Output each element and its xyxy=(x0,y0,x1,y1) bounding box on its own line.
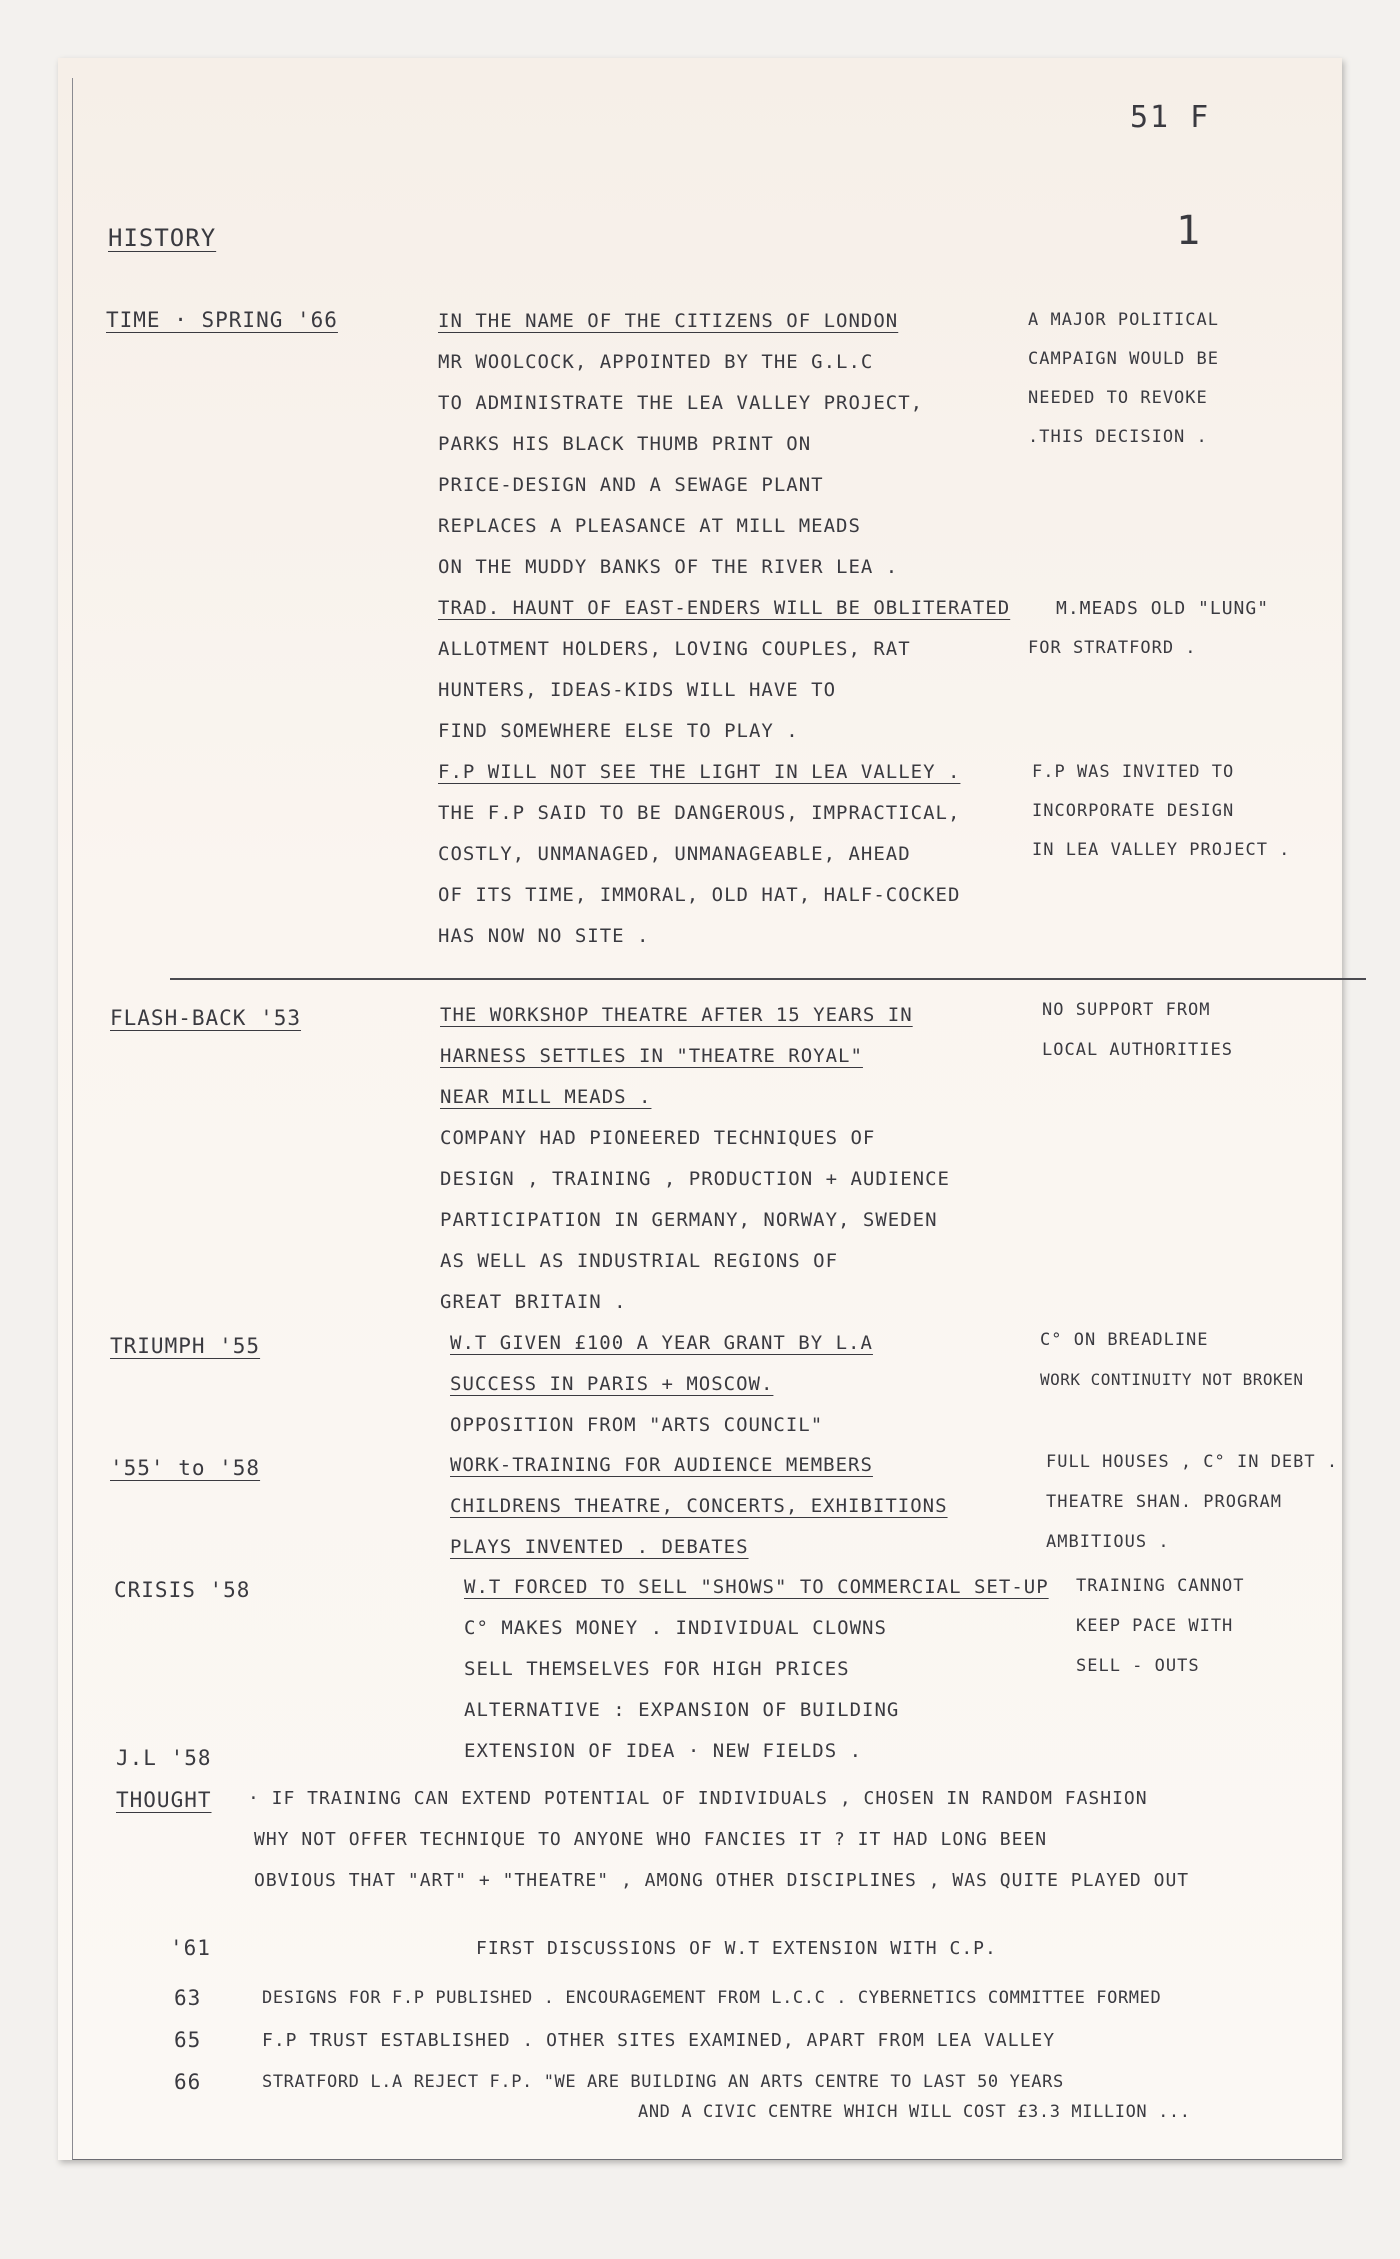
margin-note: THEATRE SHAN. PROGRAM xyxy=(1046,1492,1282,1512)
text-line: HUNTERS, IDEAS-KIDS WILL HAVE TO xyxy=(438,679,837,701)
text-line: THE F.P SAID TO BE DANGEROUS, IMPRACTICAL, xyxy=(438,802,961,824)
margin-note: A MAJOR POLITICAL xyxy=(1028,310,1219,330)
text-line: EXTENSION OF IDEA · NEW FIELDS . xyxy=(464,1740,863,1762)
margin-note: NO SUPPORT FROM xyxy=(1042,1000,1211,1020)
text-line: PARKS HIS BLACK THUMB PRINT ON xyxy=(438,433,812,455)
margin-note: SELL - OUTS xyxy=(1076,1656,1200,1676)
text-line: PARTICIPATION IN GERMANY, NORWAY, SWEDEN xyxy=(440,1209,938,1231)
text-line: NEAR MILL MEADS . xyxy=(440,1086,652,1108)
timeline-year: 63 xyxy=(174,1986,202,2010)
text-line: SUCCESS IN PARIS + MOSCOW. xyxy=(450,1373,774,1395)
thought-label: THOUGHT xyxy=(116,1788,212,1812)
margin-note: FULL HOUSES , C° IN DEBT . xyxy=(1046,1452,1339,1472)
timeline-entry: STRATFORD L.A REJECT F.P. "WE ARE BUILDING AN ARTS CENTRE TO LAST 50 YEARS xyxy=(262,2072,1064,2092)
text-line: COSTLY, UNMANAGED, UNMANAGEABLE, AHEAD xyxy=(438,843,911,865)
text-line: TRAD. HAUNT OF EAST-ENDERS WILL BE OBLITERATED xyxy=(438,597,1011,619)
timeline-entry: FIRST DISCUSSIONS OF W.T EXTENSION WITH C.P. xyxy=(476,1938,997,1959)
text-line: COMPANY HAD PIONEERED TECHNIQUES OF xyxy=(440,1127,876,1149)
timeline-year: '61 xyxy=(170,1936,211,1960)
margin-note: KEEP PACE WITH xyxy=(1076,1616,1234,1636)
text-line: HAS NOW NO SITE . xyxy=(438,925,650,947)
section-label-55-58: '55' to '58 xyxy=(110,1456,261,1480)
text-line: OF ITS TIME, IMMORAL, OLD HAT, HALF-COCKED xyxy=(438,884,961,906)
timeline-year: 66 xyxy=(174,2070,202,2094)
margin-note: C° ON BREADLINE xyxy=(1040,1330,1209,1350)
text-line: F.P WILL NOT SEE THE LIGHT IN LEA VALLEY . xyxy=(438,761,961,783)
section-label-crisis-58: CRISIS '58 xyxy=(114,1578,251,1602)
text-line: MR WOOLCOCK, APPOINTED BY THE G.L.C xyxy=(438,351,874,373)
margin-note: WORK CONTINUITY NOT BROKEN xyxy=(1040,1370,1304,1389)
timeline-entry: DESIGNS FOR F.P PUBLISHED . ENCOURAGEMENT FROM L.C.C . CYBERNETICS COMMITTEE FORMED xyxy=(262,1988,1162,2008)
section-label-triumph-55: TRIUMPH '55 xyxy=(110,1334,261,1358)
margin-note: LOCAL AUTHORITIES xyxy=(1042,1040,1233,1060)
text-line: CHILDRENS THEATRE, CONCERTS, EXHIBITIONS xyxy=(450,1495,948,1517)
section-label-jl-58: J.L '58 xyxy=(116,1746,212,1770)
section-divider xyxy=(170,978,1366,980)
text-line: GREAT BRITAIN . xyxy=(440,1291,627,1313)
text-line: THE WORKSHOP THEATRE AFTER 15 YEARS IN xyxy=(440,1004,913,1026)
section-label-flash-back-53: FLASH-BACK '53 xyxy=(110,1006,302,1030)
timeline-year: 65 xyxy=(174,2028,202,2052)
text-line: AS WELL AS INDUSTRIAL REGIONS OF xyxy=(440,1250,839,1272)
text-line: WORK-TRAINING FOR AUDIENCE MEMBERS xyxy=(450,1454,873,1476)
margin-note: NEEDED TO REVOKE xyxy=(1028,388,1208,408)
margin-note: M.MEADS OLD "LUNG" xyxy=(1056,598,1270,619)
text-line: · IF TRAINING CAN EXTEND POTENTIAL OF INDIVIDUALS , CHOSEN IN RANDOM FASHION xyxy=(248,1788,1148,1809)
page-reference: 51 F xyxy=(1130,100,1211,135)
timeline-entry: AND A CIVIC CENTRE WHICH WILL COST £3.3 MILLION ... xyxy=(638,2102,1191,2122)
document-page xyxy=(58,58,1342,2160)
text-line: TO ADMINISTRATE THE LEA VALLEY PROJECT, xyxy=(438,392,924,414)
text-line: ALLOTMENT HOLDERS, LOVING COUPLES, RAT xyxy=(438,638,911,660)
page-number: 1 xyxy=(1176,208,1203,254)
margin-note: F.P WAS INVITED TO xyxy=(1032,762,1235,782)
text-line: C° MAKES MONEY . INDIVIDUAL CLOWNS xyxy=(464,1617,887,1639)
text-line: OPPOSITION FROM "ARTS COUNCIL" xyxy=(450,1414,824,1436)
margin-note: AMBITIOUS . xyxy=(1046,1532,1170,1552)
margin-note: .THIS DECISION . xyxy=(1028,427,1208,447)
text-line: FIND SOMEWHERE ELSE TO PLAY . xyxy=(438,720,799,742)
text-line: HARNESS SETTLES IN "THEATRE ROYAL" xyxy=(440,1045,863,1067)
text-line: W.T FORCED TO SELL "SHOWS" TO COMMERCIAL SET-UP xyxy=(464,1576,1049,1598)
text-line: PLAYS INVENTED . DEBATES xyxy=(450,1536,749,1558)
text-line: DESIGN , TRAINING , PRODUCTION + AUDIENCE xyxy=(440,1168,950,1190)
text-line: IN THE NAME OF THE CITIZENS OF LONDON xyxy=(438,310,899,332)
section-title: HISTORY xyxy=(108,224,217,252)
margin-note: INCORPORATE DESIGN xyxy=(1032,801,1235,821)
margin-note: TRAINING CANNOT xyxy=(1076,1576,1245,1596)
margin-note: CAMPAIGN WOULD BE xyxy=(1028,349,1219,369)
section-label-spring-66: TIME · SPRING '66 xyxy=(106,308,338,332)
text-line: ON THE MUDDY BANKS OF THE RIVER LEA . xyxy=(438,556,899,578)
timeline-entry: F.P TRUST ESTABLISHED . OTHER SITES EXAMINED, APART FROM LEA VALLEY xyxy=(262,2030,1056,2051)
margin-note: FOR STRATFORD . xyxy=(1028,638,1197,658)
text-line: ALTERNATIVE : EXPANSION OF BUILDING xyxy=(464,1699,900,1721)
text-line: SELL THEMSELVES FOR HIGH PRICES xyxy=(464,1658,850,1680)
text-line: REPLACES A PLEASANCE AT MILL MEADS xyxy=(438,515,861,537)
margin-note: IN LEA VALLEY PROJECT . xyxy=(1032,840,1291,860)
text-line: WHY NOT OFFER TECHNIQUE TO ANYONE WHO FANCIES IT ? IT HAD LONG BEEN xyxy=(254,1829,1048,1850)
text-line: W.T GIVEN £100 A YEAR GRANT BY L.A xyxy=(450,1332,873,1354)
text-line: OBVIOUS THAT "ART" + "THEATRE" , AMONG OTHER DISCIPLINES , WAS QUITE PLAYED OUT xyxy=(254,1870,1190,1891)
text-line: PRICE-DESIGN AND A SEWAGE PLANT xyxy=(438,474,824,496)
